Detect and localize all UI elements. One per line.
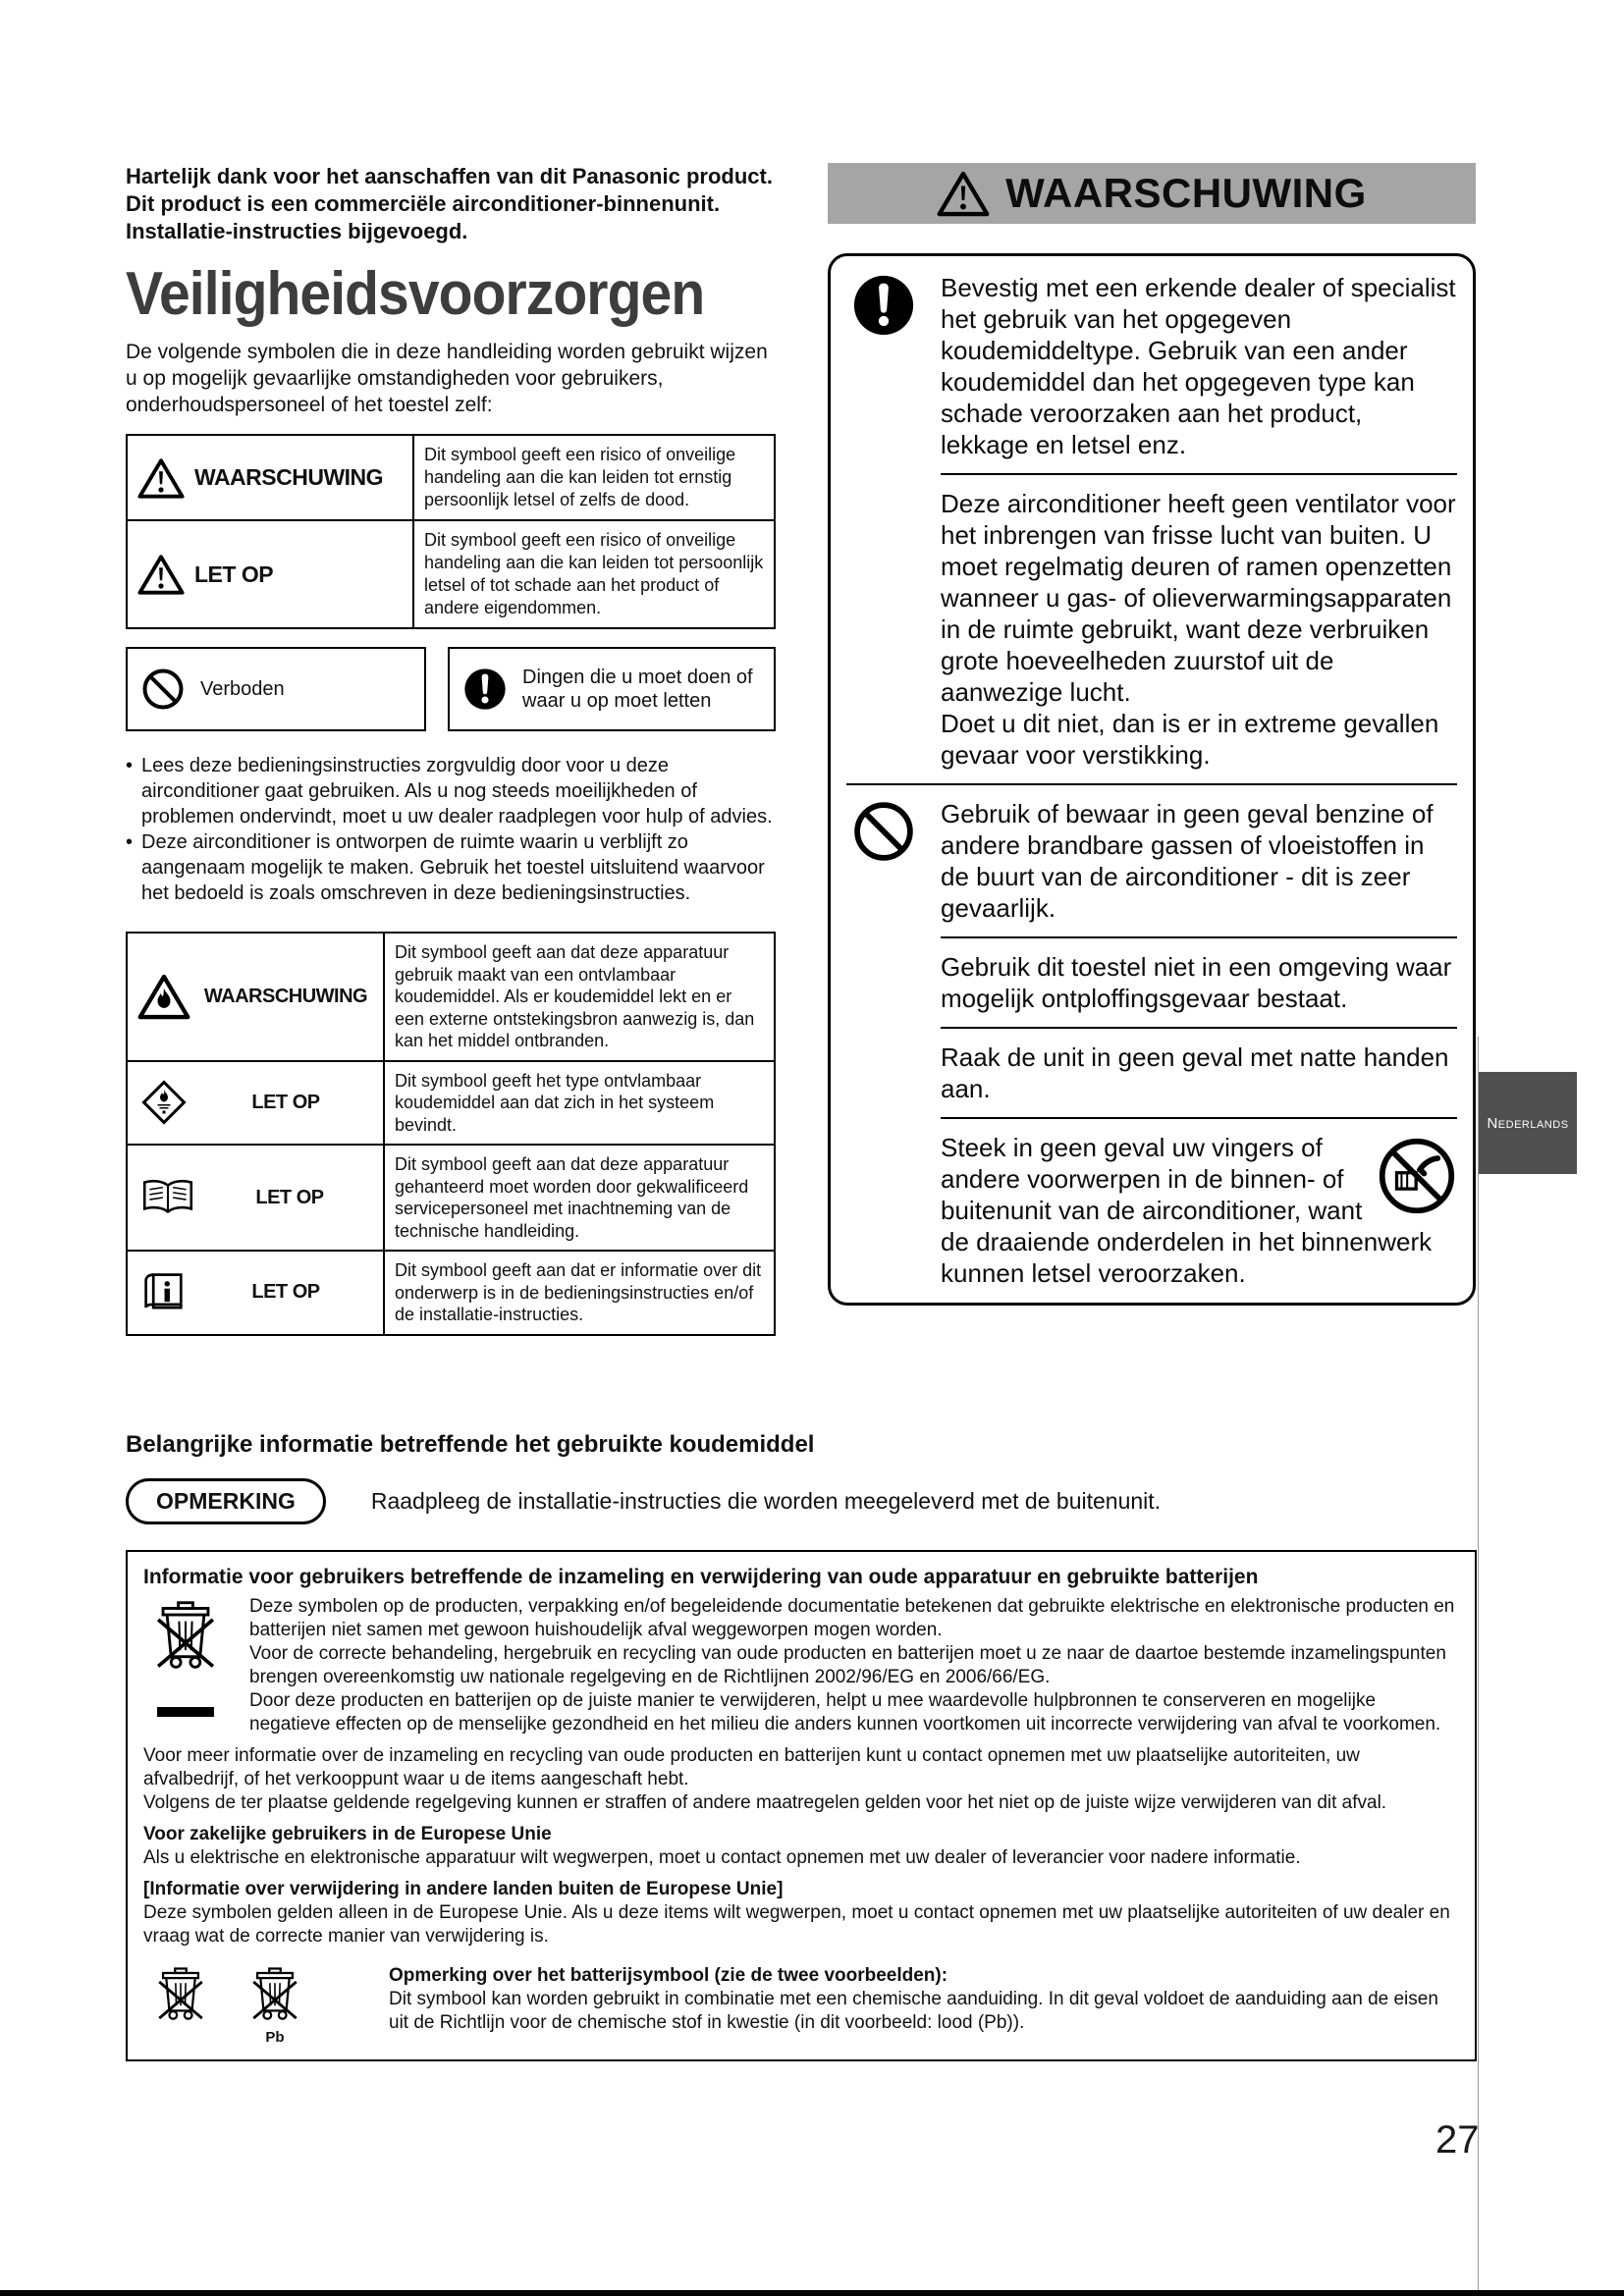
warning-text: Bevestig met een erkende dealer of specialist het gebruik van het opgegeven koudemiddeltype. Gebruik van een ander koudemiddel dan het opgegeven type kan schade veroorzaken aan het product, lekkage en letsel enz.: [941, 273, 1456, 459]
note-row: [126, 1478, 1477, 1524]
weee-paragraph: Voor de correcte behandeling, hergebruik en recycling van oude producten en batterijen moet u ze naar de daartoe bestemde inzamelingspunten brengen overeenkomstig uw nationale regelgeving en de Richtlijnen 2002/96/EG en 2006/66/EG.: [249, 1643, 1446, 1687]
mandatory-legend: [448, 647, 776, 731]
symbol-label: LET OP: [255, 1186, 324, 1208]
intro-included-line: Installatie-instructies bijgevoegd.: [126, 219, 468, 243]
warning-header: [828, 163, 1476, 224]
weee-paragraph: Als u elektrische en elektronische apparatuur wilt wegwerpen, moet u contact opnemen met uw dealer of leverancier voor nadere informatie.: [143, 1847, 1301, 1868]
warning-text: Gebruik dit toestel niet in een omgeving waar mogelijk ontploffingsgevaar bestaat.: [941, 952, 1452, 1013]
warning-text: Gebruik of bewaar in geen geval benzine of andere brandbare gassen of vloeistoffen in de buurt van de airconditioner - dit is zeer gevaarlijk.: [941, 799, 1434, 923]
warning-item: [846, 1041, 1457, 1104]
note-badge: OPMERKING: [126, 1478, 326, 1524]
warning-item: [846, 272, 1457, 460]
weee-paragraphs: [249, 1595, 1459, 1736]
symbol-description: Dit symbool geeft het type ontvlambaar koudemiddel aan dat zich in het systeem bevindt.: [384, 1061, 775, 1146]
warning-item: [846, 951, 1457, 1014]
warning-text: Steek in geen geval uw vingers of andere voorwerpen in de binnen- of buitenunit van de airconditioner, want de draaiende onderdelen in het binnenwerk kunnen letsel veroorzaken.: [941, 1133, 1433, 1288]
symbol-label: WAARSCHUWING: [194, 464, 384, 490]
symbol-description: Dit symbool geeft aan dat deze apparatuur gehanteerd moet worden door gekwalificeerd servicepersoneel met inachtneming van de technische handleiding.: [384, 1145, 775, 1251]
crossed-out-wheelie-bin-icon: [155, 1964, 206, 2046]
symbol-label: LET OP: [194, 561, 274, 587]
crossed-out-wheelie-bin-pb-icon: [249, 1964, 300, 2046]
warning-text: Doet u dit niet, dan is er in extreme gevallen gevaar voor verstikking.: [941, 709, 1439, 770]
symbol-description: Dit symbool geeft een risico of onveilige handeling aan die kan leiden tot persoonlijk letsel of tot schade aan het product of andere eigendommen.: [413, 520, 775, 628]
prohibition-icon: [852, 800, 915, 863]
table-row: [127, 1251, 775, 1335]
separator: [846, 783, 1457, 785]
symbol-table: [126, 434, 776, 629]
intro-lead: De volgende symbolen die in deze handleiding worden gebruikt wijzen u op mogelijk gevaarlijke omstandigheden voor gebruikers, onderhoudspersoneel of het toestel zelf:: [126, 341, 768, 416]
battery-note-text: [389, 1964, 1459, 2035]
forbidden-label: Verboden: [200, 678, 285, 700]
separator: [941, 1117, 1457, 1119]
warning-triangle-icon: [137, 553, 185, 596]
weee-black-bar: [157, 1707, 214, 1717]
refrigerant-symbol-table: [126, 932, 776, 1336]
warning-text: Deze airconditioner heeft geen ventilator voor het inbrengen van frisse lucht van buiten. U moet regelmatig deuren of ramen openzetten wanneer u gas- of olieverwarmingsapparaten in de ruimte gebruikt, want deze verbruiken grote hoeveelheden zuurstof uit de aanwezige lucht.: [941, 489, 1456, 707]
weee-icon-row: [143, 1595, 1459, 1736]
symbol-description: Dit symbool geeft aan dat deze apparatuur gebruik maakt van een ontvlambaar koudemiddel. Als er koudemiddel lekt en er een externe ontstekingsbron aanwezig is, dan kan het middel ontbranden.: [384, 933, 775, 1061]
mandatory-icon: [461, 667, 509, 711]
separator: [941, 473, 1457, 475]
warning-item: [846, 798, 1457, 924]
page-title: Veiligheidsvoorzorgen: [126, 260, 705, 328]
warning-triangle-icon: [937, 169, 990, 218]
weee-icon-column: [143, 1595, 228, 1736]
weee-title: Informatie voor gebruikers betreffende de inzameling en verwijdering van oude apparatuur en gebruikte batterijen: [143, 1566, 1259, 1588]
warning-header-label: WAARSCHUWING: [1005, 170, 1367, 216]
left-column: [126, 163, 776, 1336]
symbol-description: Dit symbool geeft een risico of onveilige handeling aan die kan leiden tot ernstig persoonlijk letsel of zelfs de dood.: [413, 435, 775, 520]
prohibition-icon: [139, 667, 187, 711]
intro-thanks-line: Hartelijk dank voor het aanschaffen van dit Panasonic product.: [126, 164, 773, 188]
bottom-section: [126, 1431, 1477, 2061]
notes-list: [126, 753, 776, 906]
table-row: [127, 1145, 775, 1251]
warning-text: Raak de unit in geen geval met natte handen aan.: [941, 1042, 1449, 1103]
warning-text-with-icon: [941, 1132, 1457, 1289]
weee-paragraph: Deze symbolen op de producten, verpakking en/of begeleidende documentatie betekenen dat gebruikte elektrische en elektronische producten en batterijen niet samen met gewoon huishoudelijk afval weggeworpen mogen worden.: [249, 1596, 1455, 1640]
page-bottom-edge: [0, 2290, 1624, 2296]
battery-note-body: Dit symbool kan worden gebruikt in combinatie met een chemische aanduiding. In dit geval voldoet de aanduiding aan de eisen uit de Richtlijn voor de chemische stof in kwestie (in dit voorbeeld: lood (Pb)).: [389, 1989, 1438, 2033]
battery-note-row: [143, 1964, 1459, 2046]
weee-business-heading: Voor zakelijke gebruikers in de Europese Unie: [143, 1824, 552, 1844]
weee-other-countries-heading: [Informatie over verwijdering in andere landen buiten de Europese Unie]: [143, 1879, 784, 1899]
battery-icons: [143, 1964, 389, 2046]
symbol-label: LET OP: [251, 1281, 320, 1304]
weee-info-box: [126, 1550, 1477, 2061]
list-item: • Deze airconditioner is ontworpen de ruimte waarin u verblijft zo aangenaam mogelijk te maken. Gebruik het toestel uitsluitend waarvoor het bedoeld is zoals omschreven in deze bedieningsinstructies.: [126, 829, 776, 906]
warning-panel: [828, 253, 1476, 1306]
weee-general-paragraphs: [143, 1744, 1459, 1949]
mandatory-label: Dingen die u moet doen of waar u op moet letten: [522, 667, 753, 712]
symbol-description: Dit symbool geeft aan dat er informatie over dit onderwerp is in de bedieningsinstructies en/of de installatie-instructies.: [384, 1251, 775, 1335]
flammable-gas-diamond-icon: [137, 1078, 190, 1127]
language-tab-label: Nederlands: [1487, 1114, 1569, 1132]
symbol-label: WAARSCHUWING: [203, 985, 368, 1007]
weee-paragraph: Deze symbolen gelden alleen in de Europese Unie. Als u deze items wilt wegwerpen, moet u contact opnemen met uw plaatselijke autoriteiten of uw dealer en vraag wat de correcte manier van verwijdering is.: [143, 1902, 1450, 1947]
separator: [941, 936, 1457, 938]
weee-paragraph: Volgens de ter plaatse geldende regelgeving kunnen er straffen of andere maatregelen gelden voor het niet op de juiste wijze verwijderen van dit afval.: [143, 1792, 1387, 1813]
legend-row: [126, 647, 776, 731]
page-number: 27: [1435, 2118, 1480, 2162]
warning-item: [846, 488, 1457, 771]
refrigerant-heading: Belangrijke informatie betreffende het gebruikte koudemiddel: [126, 1431, 815, 1458]
flammable-refrigerant-warning-icon: [137, 972, 190, 1021]
table-row: [127, 435, 775, 520]
page-edge-rule: [1478, 1037, 1479, 2296]
battery-note-heading: Opmerking over het batterijsymbool (zie de twee voorbeelden):: [389, 1965, 948, 1986]
weee-paragraph: Door deze producten en batterijen op de juiste manier te verwijderen, helpt u mee waardevolle hulpbronnen te conserveren en mogelijke negatieve effecten op de menselijke gezondheid en het milieu die anders kunnen voortkomen uit incorrecte verwijdering van afval te voorkomen.: [249, 1690, 1441, 1735]
table-row: [127, 1061, 775, 1146]
note-text: Raadpleeg de installatie-instructies die worden meegeleverd met de buitenunit.: [370, 1488, 1162, 1514]
mandatory-icon: [852, 274, 915, 337]
no-touch-rotating-parts-icon: [1377, 1136, 1457, 1216]
warning-item: [846, 1132, 1457, 1289]
forbidden-legend: [126, 647, 426, 731]
right-column: [828, 163, 1476, 1306]
separator: [941, 1027, 1457, 1029]
intro-product-line: Dit product is een commerciële airconditioner-binnenunit.: [126, 191, 721, 216]
weee-paragraph: Voor meer informatie over de inzameling en recycling van oude producten en batterijen kunt u contact opnemen met uw plaatselijke autoriteiten, uw afvalbedrijf, of het verkooppunt waar u de items aangeschaft hebt.: [143, 1745, 1360, 1789]
warning-triangle-icon: [137, 456, 185, 500]
intro-block: [126, 163, 776, 245]
language-tab: [1479, 1072, 1577, 1174]
operating-instructions-icon: [137, 1268, 190, 1317]
pb-label: Pb: [265, 2029, 285, 2046]
table-row: [127, 933, 775, 1061]
crossed-out-wheelie-bin-icon: [153, 1597, 218, 1678]
service-manual-icon: [137, 1170, 198, 1225]
list-item: • Lees deze bedieningsinstructies zorgvuldig door voor u deze airconditioner gaat gebruiken. Als u nog steeds moeilijkheden of problemen ondervindt, moet u uw dealer raadplegen voor hulp of advies.: [126, 753, 776, 829]
table-row: [127, 520, 775, 628]
symbol-label: LET OP: [251, 1091, 320, 1113]
